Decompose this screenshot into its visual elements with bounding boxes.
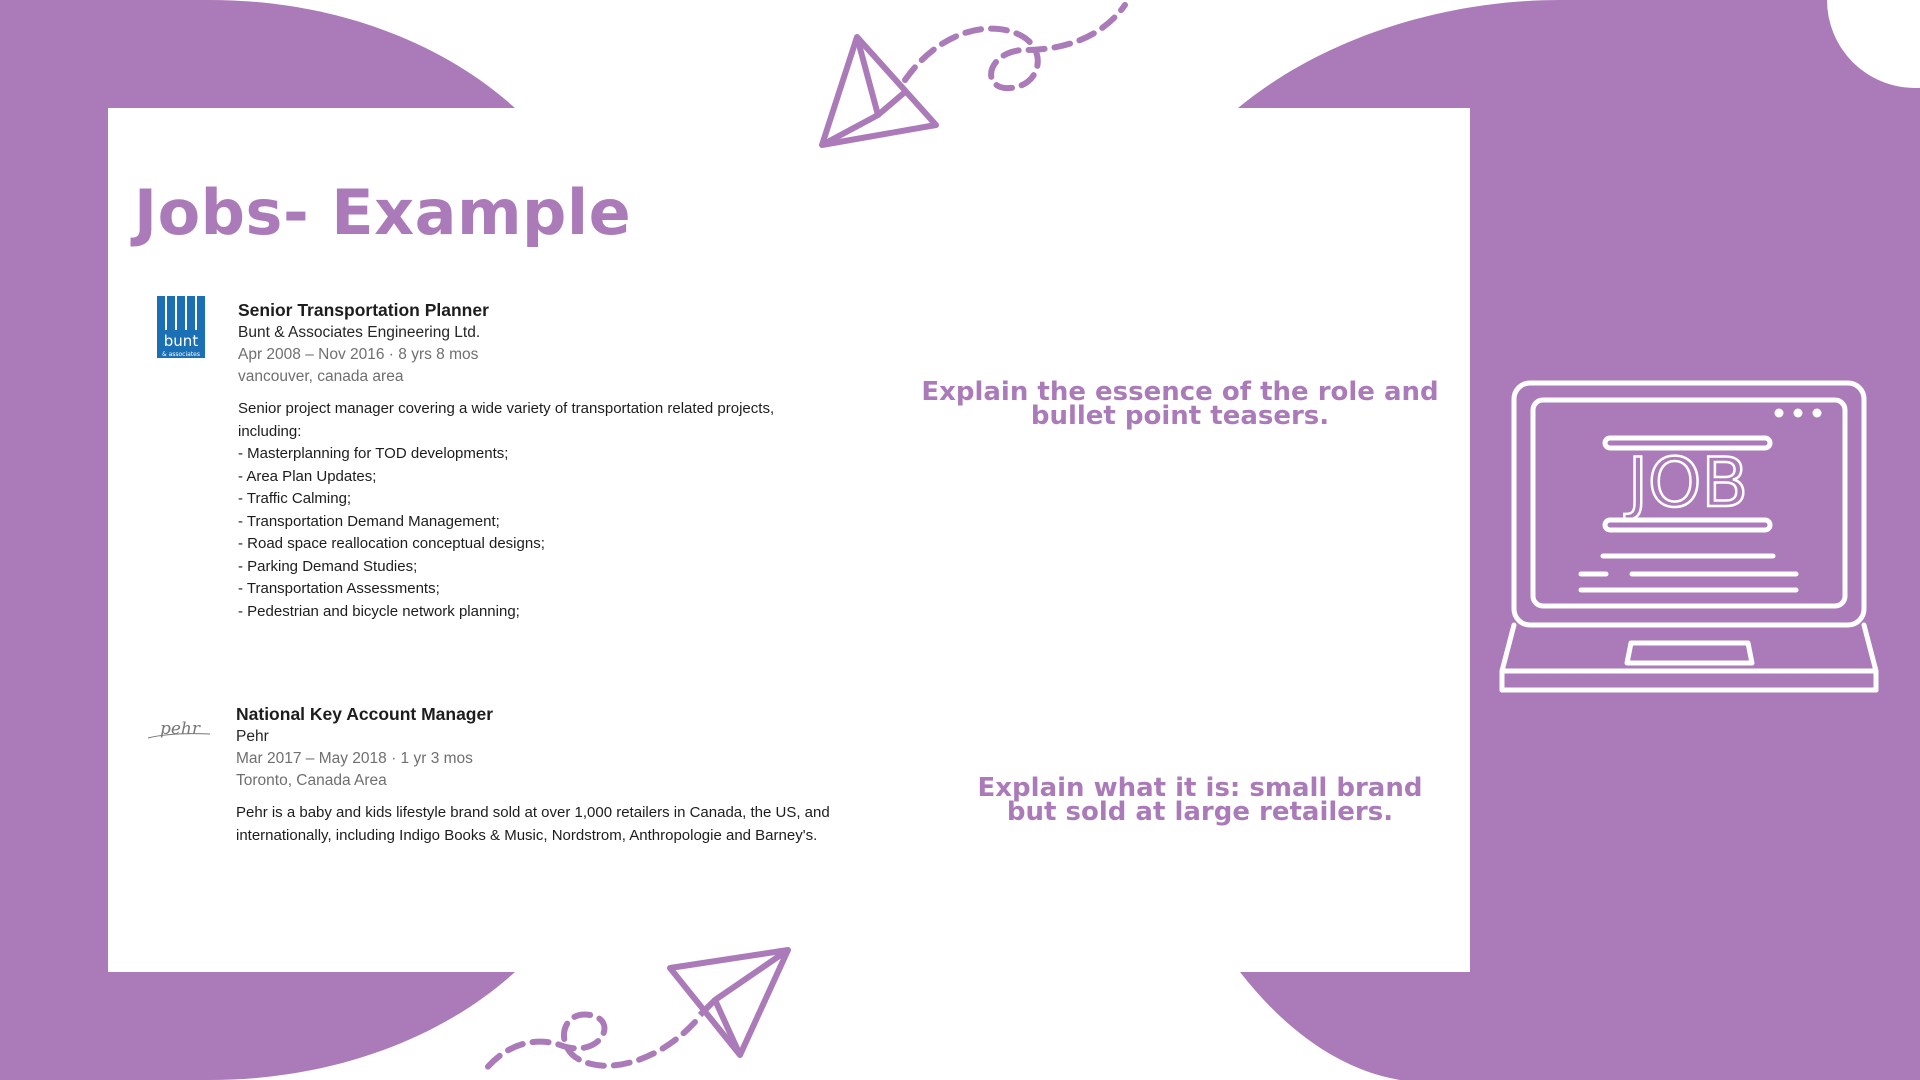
job-description	[236, 802, 896, 847]
note-line: Explain the essence of the role and	[921, 377, 1439, 407]
annotation-note-2	[930, 773, 1470, 827]
laptop-job-icon	[1496, 378, 1881, 708]
description-line: Senior project manager covering a wide variety of transportation related projects,	[238, 400, 775, 417]
job-dates: Apr 2008 – Nov 2016 · 8 yrs 8 mos	[238, 346, 479, 363]
screen-text: JOB	[1627, 444, 1749, 523]
description-line: - Pedestrian and bicycle network planning;	[238, 602, 520, 620]
description-line: - Masterplanning for TOD developments;	[238, 445, 509, 462]
job-location: Toronto, Canada Area	[236, 772, 387, 789]
company-logo-pehr	[144, 716, 214, 744]
bg-blob-top-left	[0, 0, 515, 108]
job-title: National Key Account Manager	[236, 704, 494, 724]
job-location: vancouver, canada area	[238, 368, 404, 385]
note-line: Explain what it is: small brand	[977, 773, 1423, 803]
description-line: - Traffic Calming;	[238, 490, 352, 507]
company-name: Pehr	[236, 728, 269, 745]
job-dates: Mar 2017 – May 2018 · 1 yr 3 mos	[236, 750, 473, 767]
job-title: Senior Transportation Planner	[238, 300, 489, 320]
annotation-note-1	[900, 377, 1460, 431]
description-line: - Area Plan Updates;	[238, 467, 377, 485]
paper-plane-bottom-icon	[470, 930, 800, 1080]
description-line: - Transportation Assessments;	[238, 580, 440, 597]
description-line: - Transportation Demand Management;	[238, 512, 500, 530]
note-line: but sold at large retailers.	[1006, 797, 1394, 827]
description-line: Pehr is a baby and kids lifestyle brand sold at over 1,000 retailers in Canada, the US, and	[236, 804, 830, 821]
company-logo-bunt	[156, 296, 206, 360]
description-line: including:	[238, 422, 302, 440]
paper-plane-top-icon	[800, 0, 1140, 160]
page-title: Jobs- Example	[134, 176, 632, 249]
bg-blob-bottom-right	[1240, 972, 1470, 1080]
company-name: Bunt & Associates Engineering Ltd.	[238, 324, 481, 341]
job-entry-2	[236, 702, 896, 847]
logo-text: pehr	[159, 719, 201, 739]
description-line: - Parking Demand Studies;	[238, 557, 418, 575]
description-line: - Road space reallocation conceptual designs;	[238, 535, 545, 552]
job-entry-1	[238, 298, 898, 623]
logo-subtext: & associates	[162, 351, 200, 358]
note-line: bullet point teasers.	[1030, 401, 1330, 431]
job-description	[238, 398, 898, 623]
description-line: internationally, including Indigo Books & Music, Nordstrom, Anthropologie and Barney's.	[236, 826, 818, 844]
logo-text: bunt	[163, 332, 199, 350]
